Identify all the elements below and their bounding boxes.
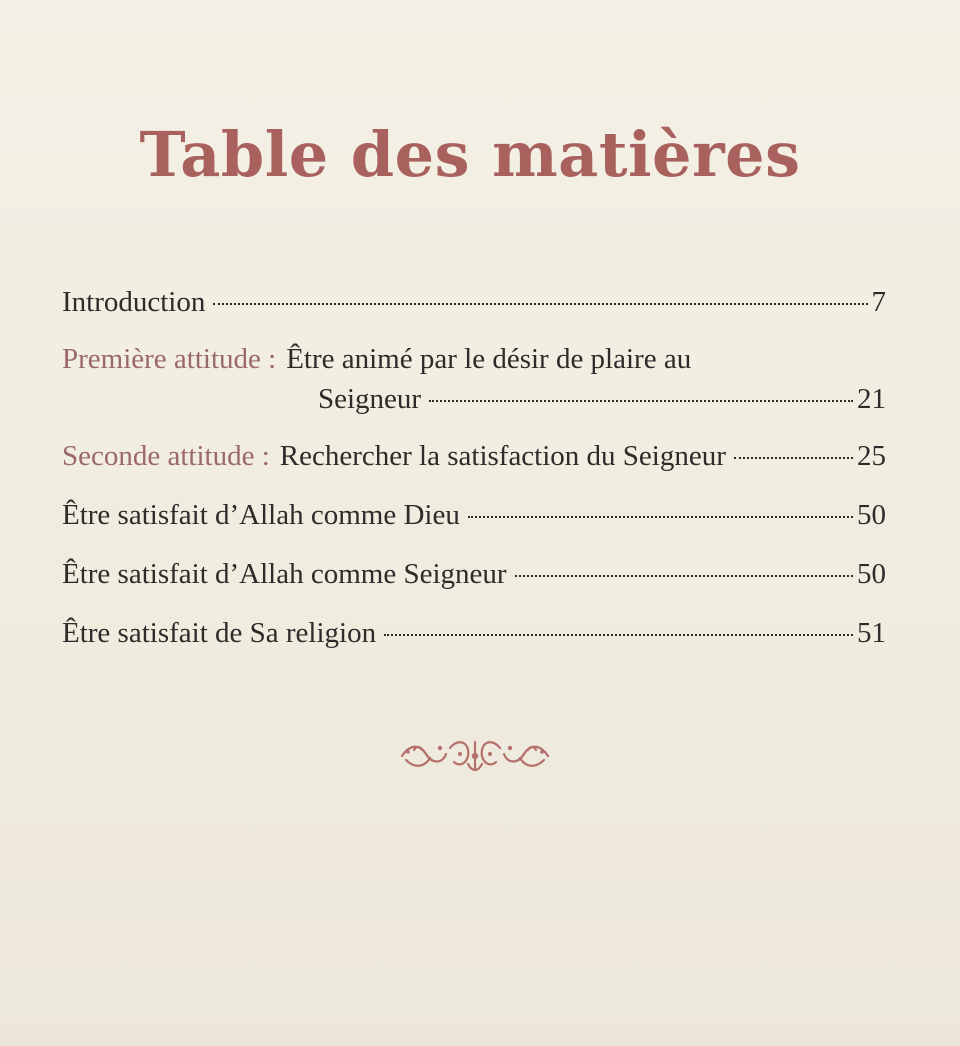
toc-line [62, 282, 886, 322]
toc-entry-title-continuation: Seigneur [318, 383, 422, 415]
toc-entry-title: Rechercher la satisfaction du Seigneur [279, 440, 726, 472]
toc-line [62, 436, 886, 476]
toc-entry-title: Introduction [62, 286, 206, 318]
dot-leader [734, 457, 853, 459]
dot-leader [468, 516, 853, 518]
dot-leader [429, 400, 853, 402]
floral-ornament-icon [396, 734, 554, 778]
toc-entry-introduction[interactable] [62, 282, 886, 322]
toc-line-continuation [318, 379, 886, 419]
toc-entry-title: Être satisfait de Sa religion [62, 617, 377, 649]
toc-entry-allah-comme-dieu[interactable] [62, 495, 886, 535]
toc-entry-seconde-attitude[interactable] [62, 436, 886, 476]
toc-line [62, 495, 886, 535]
dot-leader [384, 634, 853, 636]
toc-entry-allah-comme-seigneur[interactable] [62, 554, 886, 594]
toc-page-number: 25 [857, 440, 886, 472]
table-of-contents [62, 282, 886, 653]
toc-page-number: 51 [857, 617, 886, 649]
toc-page-number: 50 [857, 499, 886, 531]
toc-entry-sa-religion[interactable] [62, 613, 886, 653]
toc-page-number: 7 [871, 286, 886, 318]
toc-line [62, 554, 886, 594]
toc-page-number: 21 [857, 383, 886, 415]
dot-leader [213, 303, 867, 305]
toc-entry-premiere-attitude[interactable] [62, 339, 886, 419]
toc-entry-title: Être satisfait d’Allah comme Dieu [62, 499, 460, 531]
toc-line [62, 613, 886, 653]
toc-page-number: 50 [857, 558, 886, 590]
toc-entry-title: Être animé par le désir de plaire au [286, 343, 692, 375]
page-title: Table des matières [139, 118, 801, 191]
toc-entry-prefix: Première attitude : [62, 343, 277, 375]
toc-entry-title: Être satisfait d’Allah comme Seigneur [62, 558, 507, 590]
toc-line [62, 339, 886, 379]
dot-leader [515, 575, 853, 577]
toc-entry-prefix: Seconde attitude : [62, 440, 270, 472]
